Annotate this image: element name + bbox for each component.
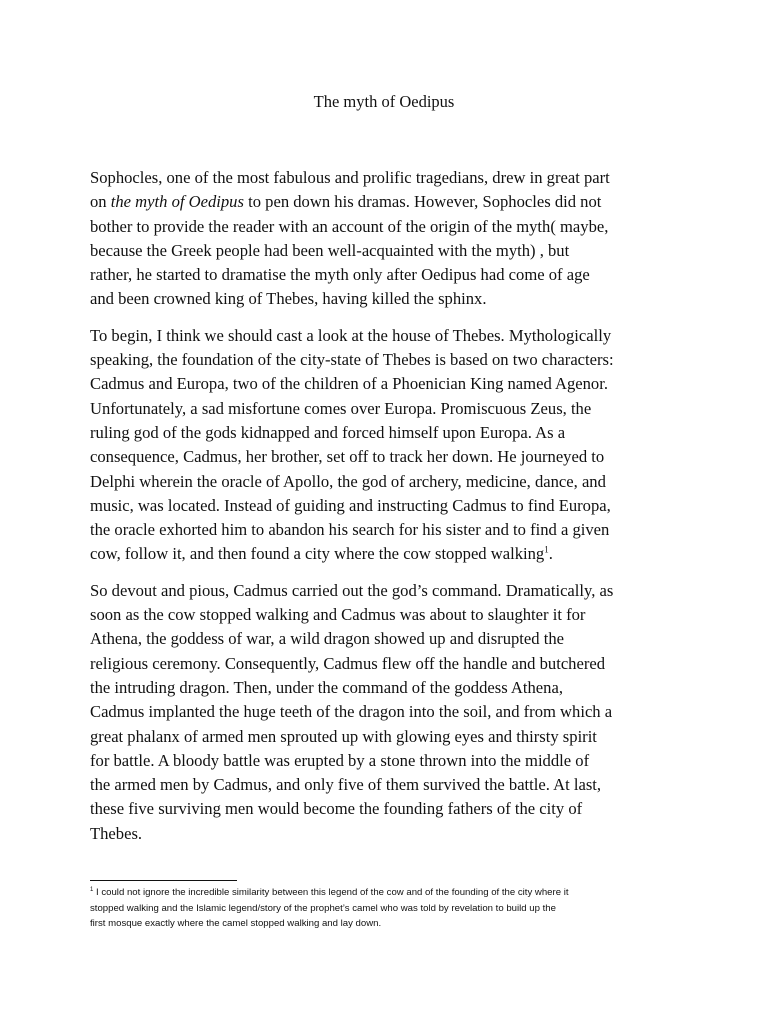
text-run: Cadmus and Europa, two of the children of a Phoenician King named Agenor. [90, 374, 608, 394]
footnote-text: first mosque exactly where the camel stopped walking and lay down. [90, 918, 382, 930]
text-run: for battle. A bloody battle was erupted by a stone thrown into the middle of [90, 750, 590, 770]
text-run: To begin, I think we should cast a look at the house of Thebes. Mythologically [90, 325, 612, 345]
footnote-text: stopped walking and the Islamic legend/story of the prophet’s camel who was told by revelation to build up the [90, 902, 556, 914]
paragraph [90, 166, 690, 312]
text-line [90, 518, 690, 542]
text-run: the intruding dragon. Then, under the command of the goddess Athena, [90, 677, 563, 697]
text-line [90, 239, 690, 263]
text-line [90, 725, 690, 749]
text-run: Sophocles, one of the most fabulous and prolific tragedians, drew in great part [90, 168, 610, 187]
text-run: Unfortunately, a sad misfortune comes over Europa. Promiscuous Zeus, the [90, 398, 592, 418]
text-line [90, 287, 690, 311]
text-line [90, 494, 690, 518]
italic-title: the myth of Oedipus [110, 192, 244, 212]
text-run: So devout and pious, Cadmus carried out the god’s command. Dramatically, as [90, 580, 614, 600]
text-run: Delphi wherein the oracle of Apollo, the god of archery, medicine, dance, and [90, 471, 606, 491]
text-run: Cadmus implanted the huge teeth of the dragon into the soil, and from which a [90, 702, 613, 722]
document-body [90, 166, 690, 846]
text-line [90, 652, 690, 676]
text-line [90, 445, 690, 469]
text-run: consequence, Cadmus, her brother, set off to track her down. He journeyed to [90, 447, 605, 467]
footnote-marker: 1 [90, 886, 94, 893]
text-run: Athena, the goddess of war, a wild dragon showed up and disrupted the [90, 629, 564, 649]
text-run: rather, he started to dramatise the myth only after Oedipus had come of age [90, 265, 590, 285]
text-run: soon as the cow stopped walking and Cadmus was about to slaughter it for [90, 605, 586, 625]
text-run: cow, follow it, and then found a city where the cow stopped walking [90, 544, 545, 564]
text-line [90, 397, 690, 421]
text-run: religious ceremony. Consequently, Cadmus flew off the handle and butchered [90, 653, 606, 673]
text-run: great phalanx of armed men sprouted up with glowing eyes and thirsty spirit [90, 726, 597, 746]
text-run: Thebes. [90, 823, 143, 843]
text-line [90, 676, 690, 700]
text-line [90, 773, 690, 797]
text-line [90, 542, 690, 566]
footnote-separator [90, 880, 237, 881]
text-run: music, was located. Instead of guiding and instructing Cadmus to find Europa, [90, 495, 611, 515]
text-line [90, 603, 690, 627]
text-line [90, 627, 690, 651]
document-title: The myth of Oedipus [313, 92, 455, 111]
text-line [90, 348, 690, 372]
paragraph [90, 579, 690, 846]
text-run: ruling god of the gods kidnapped and forced himself upon Europa. As a [90, 422, 566, 442]
text-line [90, 324, 690, 348]
text-line [90, 263, 690, 287]
footnotes [90, 885, 690, 932]
text-run: because the Greek people had been well-acquainted with the myth) , but [90, 240, 570, 260]
footnote-line [90, 916, 690, 932]
paragraph [90, 324, 690, 567]
text-line [90, 215, 690, 239]
text-run: these five surviving men would become the founding fathers of the city of [90, 799, 583, 819]
text-run: the armed men by Cadmus, and only five of them survived the battle. At last, [90, 775, 602, 795]
text-line [90, 166, 690, 190]
text-line [90, 470, 690, 494]
text-run: the oracle exhorted him to abandon his search for his sister and to find a given [90, 520, 610, 540]
text-run: to pen down his dramas. However, Sophocles did not [243, 192, 602, 212]
footnote-reference: 1 [544, 544, 549, 555]
text-run: on [90, 192, 111, 212]
text-run: . [548, 544, 553, 564]
text-line [90, 700, 690, 724]
text-line [90, 372, 690, 396]
text-line [90, 749, 690, 773]
text-line [90, 421, 690, 445]
footnote-line [90, 901, 690, 917]
footnote [90, 885, 690, 932]
text-line [90, 822, 690, 846]
text-line [90, 579, 690, 603]
footnote-line [90, 885, 690, 901]
text-line [90, 797, 690, 821]
text-run: speaking, the foundation of the city-state of Thebes is based on two characters: [90, 350, 614, 370]
footnote-text: I could not ignore the incredible similarity between this legend of the cow and of the founding of the city where it [93, 887, 569, 898]
text-run: bother to provide the reader with an account of the origin of the myth( maybe, [90, 216, 609, 236]
text-line [90, 190, 690, 214]
text-run: and been crowned king of Thebes, having killed the sphinx. [90, 289, 487, 309]
